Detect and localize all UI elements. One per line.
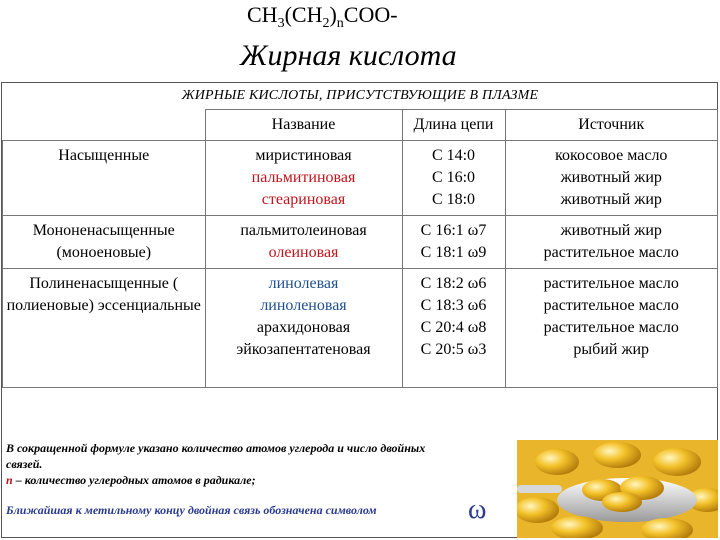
acid-name: миристиновая xyxy=(255,147,352,164)
footnotes xyxy=(6,440,426,488)
acid-name: пальмитиновая xyxy=(251,169,356,186)
source: растительное масло xyxy=(543,244,679,261)
source: животный жир xyxy=(560,191,662,208)
lengths-cell xyxy=(402,141,505,216)
empty-header-cell xyxy=(3,110,206,141)
fish-oil-photo xyxy=(517,440,718,538)
chain-length: С 16:1 ω7 xyxy=(420,222,487,239)
table-heading: ЖИРНЫЕ КИСЛОТЫ, ПРИСУТСТВУЮЩИЕ В ПЛАЗМЕ xyxy=(181,88,539,103)
header-row xyxy=(3,110,718,141)
table-row xyxy=(3,141,718,216)
acid-name: арахидоновая xyxy=(256,319,351,336)
formula: $CH_3(CH_2)_nCOO-$ xyxy=(247,2,398,31)
source: рыбий жир xyxy=(573,341,650,358)
names-cell xyxy=(205,141,402,216)
fatty-acids-table xyxy=(2,109,718,388)
names-cell xyxy=(205,216,402,269)
col-header-length: Длина цепи xyxy=(402,110,505,141)
sources-cell xyxy=(505,141,718,216)
acid-name: пальмитолеиновая xyxy=(240,222,367,239)
acid-name: стеариновая xyxy=(261,191,346,208)
col-header-source: Источник xyxy=(505,110,718,141)
source: животный жир xyxy=(560,169,662,186)
sources-cell xyxy=(505,269,718,388)
acid-name: линоленовая xyxy=(260,297,347,314)
chain-length: С 18:3 ω6 xyxy=(420,297,487,314)
table-row xyxy=(3,269,718,388)
acid-name: эйкозапентатеновая xyxy=(236,341,371,358)
category-cell: Мононенасыщенные (моноеновые) xyxy=(3,216,206,269)
col-header-name: Название xyxy=(205,110,402,141)
page-title: Жирная кислота xyxy=(240,39,457,72)
source: растительное масло xyxy=(543,297,679,314)
category-cell: Насыщенные xyxy=(3,141,206,216)
names-cell xyxy=(205,269,402,388)
chain-length: С 18:2 ω6 xyxy=(420,275,487,292)
chain-length: С 14:0 xyxy=(431,147,476,164)
source: растительное масло xyxy=(543,275,679,292)
fish-oil-capsules-image xyxy=(517,440,718,538)
chain-length: С 16:0 xyxy=(431,169,476,186)
chain-length: С 18:1 ω9 xyxy=(420,244,487,261)
omega-symbol: ω xyxy=(468,494,487,525)
n-label: n xyxy=(6,473,13,487)
acid-name: линолевая xyxy=(268,275,339,292)
chain-length: С 18:0 xyxy=(431,191,476,208)
category-cell: Полиненасыщенные ( полиеновые) эссенциальные xyxy=(3,269,206,388)
lengths-cell xyxy=(402,269,505,388)
sources-cell xyxy=(505,216,718,269)
note-line: В сокращенной формуле указано количество атомов углерода и число двойных связей. xyxy=(6,441,426,471)
omega-note: Ближайшая к метильному концу двойная связь обозначена символом xyxy=(6,503,377,517)
acid-name: олеиновая xyxy=(268,244,339,261)
lengths-cell xyxy=(402,216,505,269)
source: растительное масло xyxy=(543,319,679,336)
chain-length: С 20:4 ω8 xyxy=(420,319,487,336)
note-line xyxy=(6,472,426,488)
chain-length: С 20:5 ω3 xyxy=(420,341,487,358)
source: животный жир xyxy=(560,222,662,239)
source: кокосовое масло xyxy=(555,147,668,164)
note-text: – количество углеродных атомов в радикале; xyxy=(12,473,256,487)
table-row xyxy=(3,216,718,269)
